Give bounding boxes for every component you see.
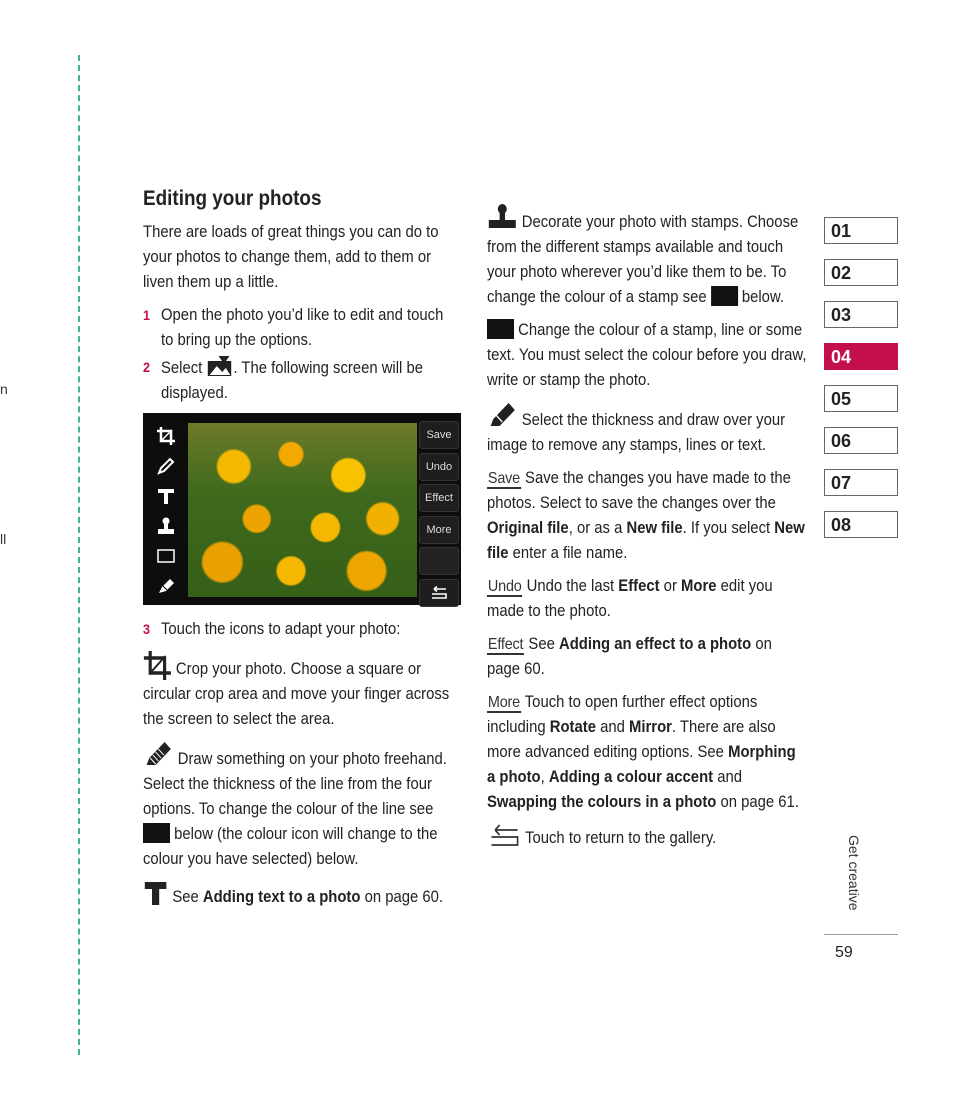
crop-icon — [147, 421, 185, 451]
crop-icon — [143, 650, 172, 680]
draw-description: Draw something on your photo freehand. Select the thickness of the line from the four options. To change the colour of the line see below (the colour icon will change to the colour you have selected) below. — [143, 740, 458, 872]
step-text: Touch the icons to adapt your photo: — [161, 620, 401, 638]
left-column-lower — [143, 617, 458, 918]
save-label: Save — [487, 470, 521, 487]
step-2 — [143, 355, 458, 406]
text-icon — [143, 880, 168, 906]
undo-description: Undo Undo the last Effect or More edit you made to the photo. — [487, 577, 773, 620]
save-option: Save — [419, 421, 459, 449]
colour-description: Change the colour of a stamp, line or some text. You must select the colour before you draw, write or stamp the photo. — [487, 321, 807, 389]
more-description: More Touch to open further effect options including Rotate and Mirror. There are also more advanced editing options. See Morphing a photo, Adding a colour accent and Swapping the colours in a photo on page 61. — [487, 693, 799, 811]
empty-option — [419, 547, 459, 575]
step-number: 1 — [143, 307, 151, 323]
margin-mark: ll — [0, 531, 7, 547]
step-text: Open the photo you’d like to edit and touch to bring up the options. — [161, 306, 444, 349]
pen-icon — [147, 451, 185, 481]
edit-photo-icon — [206, 355, 233, 377]
edit-screen-screenshot — [143, 413, 461, 605]
stamp-icon — [147, 511, 185, 541]
step-number: 2 — [143, 359, 151, 375]
back-icon — [487, 823, 521, 847]
effect-description: Effect See Adding an effect to a photo on page 60. — [487, 635, 772, 678]
stamp-icon — [487, 203, 518, 229]
chapter-tab-06[interactable]: 06 — [824, 427, 898, 454]
colour-icon — [147, 541, 185, 571]
chapter-tab-08[interactable]: 08 — [824, 511, 898, 538]
cut-guide — [78, 55, 80, 1055]
left-column — [143, 186, 458, 408]
page-number: 59 — [835, 944, 853, 961]
step-text: Select . The following screen will be displayed. — [161, 355, 458, 406]
chapter-tab-03[interactable]: 03 — [824, 301, 898, 328]
step-3 — [143, 617, 458, 642]
step-number: 3 — [143, 621, 151, 637]
crop-description: Crop your photo. Choose a square or circular crop area and move your finger across the screen to select the area. — [143, 650, 458, 732]
margin-mark: n — [0, 381, 8, 397]
colour-swatch-icon — [143, 823, 170, 843]
options-panel — [419, 421, 459, 610]
more-label: More — [487, 694, 520, 711]
effect-label: Effect — [487, 636, 524, 653]
erase-description: Select the thickness and draw over your image to remove any stamps, lines or text. — [487, 401, 807, 458]
section-heading: Editing your photos — [143, 187, 322, 210]
step-1 — [143, 303, 458, 353]
text-description: See Adding text to a photo on page 60. — [143, 880, 458, 910]
chapter-tab-01[interactable]: 01 — [824, 217, 898, 244]
undo-label: Undo — [487, 578, 522, 595]
undo-option: Undo — [419, 453, 459, 481]
chapter-tab-07[interactable]: 07 — [824, 469, 898, 496]
colour-swatch-icon — [487, 319, 514, 339]
back-description: Touch to return to the gallery. — [487, 823, 807, 851]
section-label: Get creative — [846, 835, 862, 911]
effect-option: Effect — [419, 484, 459, 512]
page-number-divider — [824, 934, 898, 935]
chapter-tab-05[interactable]: 05 — [824, 385, 898, 412]
intro-paragraph: There are loads of great things you can do to your photos to change them, add to them or liven them up a little. — [143, 223, 439, 291]
chapter-tab-04[interactable]: 04 — [824, 343, 898, 370]
edit-toolbar — [147, 421, 185, 601]
text-icon — [147, 481, 185, 511]
sunflower-photo — [188, 423, 417, 597]
back-icon — [419, 579, 459, 607]
more-option: More — [419, 516, 459, 544]
colour-swatch-icon — [711, 286, 738, 306]
eraser-icon — [147, 571, 185, 601]
pen-icon — [143, 740, 174, 768]
save-description: Save Save the changes you have made to the photos. Select to save the changes over the Original file, or as a New file. If you select New file enter a file name. — [487, 469, 805, 562]
eraser-icon — [487, 401, 518, 429]
chapter-tab-02[interactable]: 02 — [824, 259, 898, 286]
right-column — [487, 203, 807, 859]
stamp-description: Decorate your photo with stamps. Choose from the different stamps available and touch your photo wherever you’d like them to be. To change the colour of a stamp see below. — [487, 203, 807, 310]
